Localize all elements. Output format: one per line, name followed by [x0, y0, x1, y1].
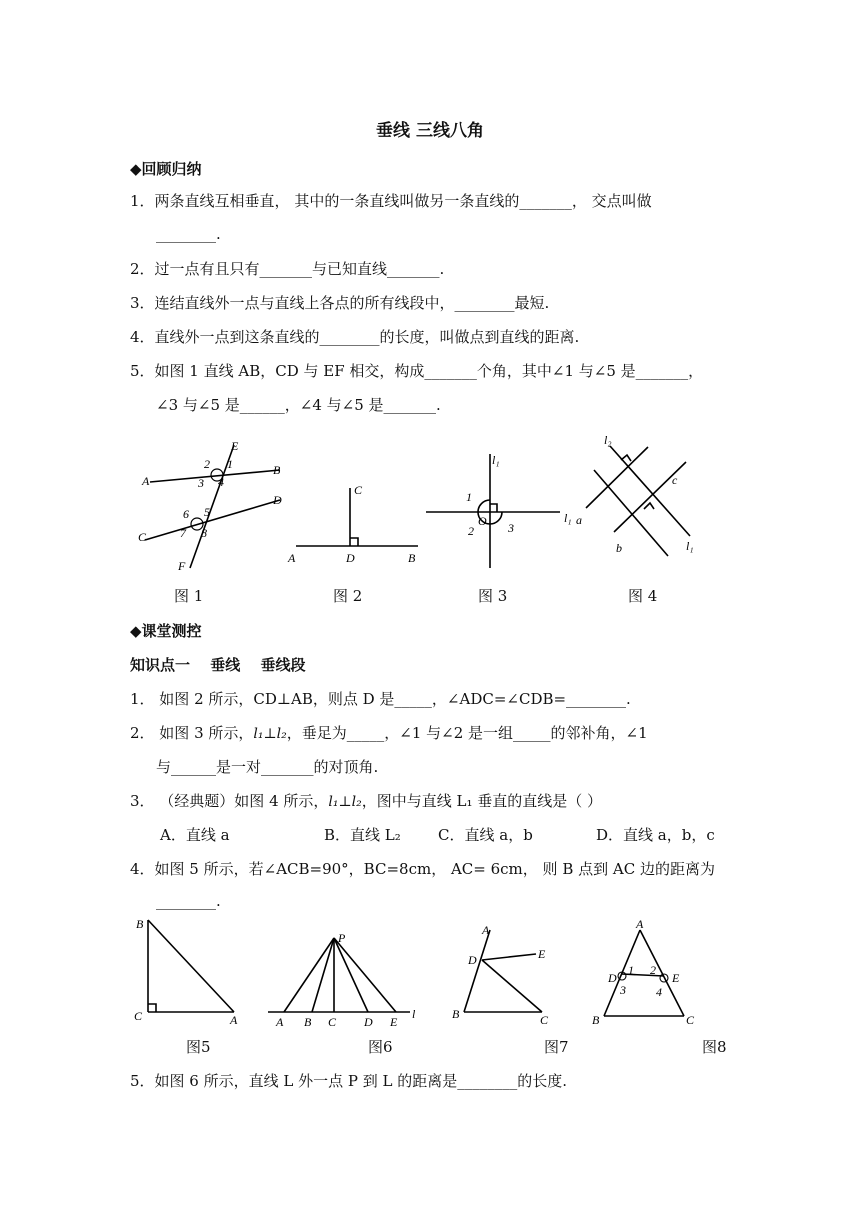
- classroom-line-4-cont: ________.: [156, 892, 221, 910]
- fig7-label: B: [452, 1007, 460, 1021]
- classroom-heading: ◆课堂测控: [130, 622, 202, 640]
- fig5-label: B: [136, 917, 144, 931]
- fig1-label: 6: [183, 507, 189, 521]
- perpendicular-expression: l₁⊥l₂: [328, 794, 362, 810]
- fig4-label: l₂: [604, 433, 612, 447]
- fig3-label: l₁: [492, 453, 500, 467]
- review-line-5-cont: ∠3 与∠5 是______，∠4 与∠5 是_______.: [156, 396, 441, 414]
- fig6-label: C: [328, 1015, 337, 1029]
- figure-8: [584, 916, 714, 1030]
- review-line-2: 2．过一点有且只有_______与已知直线_______.: [130, 260, 445, 278]
- fig1-label: E: [231, 439, 239, 453]
- figure-2-caption: 图 2: [333, 587, 363, 605]
- fig1-label: C: [138, 530, 147, 544]
- figure-3: [420, 444, 585, 572]
- fig8-label: A: [636, 917, 644, 931]
- fig1-label: 7: [180, 526, 186, 540]
- classroom-line-3-end: ，图中与直线 L₁ 垂直的直线是（ ）: [361, 792, 603, 810]
- fig3-label: 1: [466, 490, 472, 504]
- figure-3-caption: 图 3: [478, 587, 508, 605]
- fig8-label: D: [608, 971, 617, 985]
- fig1-label: 5: [204, 505, 210, 519]
- fig2-label: D: [346, 551, 355, 565]
- fig1-label: 1: [227, 457, 233, 471]
- fig4-label: l₁: [686, 539, 694, 553]
- fig3-label: l₁: [564, 511, 572, 525]
- review-line-5: 5．如图 1 直线 AB，CD 与 EF 相交，构成_______个角，其中∠1 与∠5 是_______，: [130, 362, 704, 380]
- knowledge-point: 知识点一 垂线 垂线段: [130, 656, 306, 674]
- option-d: D．直线 a，b，c: [596, 826, 715, 844]
- fig8-label: 3: [620, 983, 626, 997]
- fig8-label: 2: [650, 963, 656, 977]
- figure-2: [284, 478, 424, 568]
- classroom-line-4: 4．如图 5 所示，若∠ACB=90°，BC=8cm， AC= 6cm， 则 B 点到 AC 边的距离为: [130, 860, 715, 878]
- figure-4-caption: 图 4: [628, 587, 658, 605]
- review-line-1-cont: ________.: [156, 225, 221, 243]
- fig1-label: D: [273, 493, 282, 507]
- page-title: 垂线 三线八角: [376, 121, 484, 141]
- review-line-1: 1．两条直线互相垂直， 其中的一条直线叫做另一条直线的_______， 交点叫做: [130, 192, 652, 210]
- figure-7-caption: 图7: [544, 1038, 569, 1056]
- fig8-label: 4: [656, 985, 662, 999]
- classroom-line-2-start: 2． 如图 3 所示，: [130, 724, 254, 742]
- fig6-label: P: [338, 931, 346, 945]
- classroom-line-1: 1． 如图 2 所示，CD⊥AB，则点 D 是_____，∠ADC=∠CDB=________.: [130, 690, 631, 708]
- fig1-label: A: [142, 474, 150, 488]
- classroom-line-2-cont: 与______是一对_______的对顶角.: [156, 758, 379, 776]
- fig5-label: A: [230, 1013, 238, 1027]
- figure-1-caption: 图 1: [174, 587, 204, 605]
- fig6-label: l: [412, 1007, 416, 1021]
- figure-5: [130, 912, 250, 1030]
- perpendicular-expression: l₁⊥l₂: [253, 726, 287, 742]
- classroom-line-3: [130, 790, 602, 811]
- fig2-label: C: [354, 483, 363, 497]
- fig4-label: b: [616, 541, 622, 555]
- fig3-label: O: [478, 514, 487, 528]
- option-a: A．直线 a: [160, 826, 230, 844]
- fig2-label: B: [408, 551, 416, 565]
- fig4-label: c: [672, 473, 678, 487]
- fig6-label: D: [364, 1015, 373, 1029]
- fig7-label: A: [482, 923, 490, 937]
- figure-6: [264, 926, 434, 1030]
- fig3-label: 3: [508, 521, 514, 535]
- fig2-label: A: [288, 551, 296, 565]
- figure-1: [130, 438, 300, 578]
- figure-5-caption: 图5: [186, 1038, 211, 1056]
- option-c: C．直线 a，b: [438, 826, 533, 844]
- fig1-label: 8: [201, 526, 207, 540]
- classroom-line-3-start: 3． （经典题）如图 4 所示，: [130, 792, 329, 810]
- classroom-line-2-end: ，垂足为_____，∠1 与∠2 是一组_____的邻补角，∠1: [286, 724, 648, 742]
- fig1-label: 3: [198, 476, 204, 490]
- figure-6-caption: 图6: [368, 1038, 393, 1056]
- fig1-label: 4: [218, 475, 224, 489]
- fig8-label: E: [672, 971, 680, 985]
- fig6-label: B: [304, 1015, 312, 1029]
- fig4-label: a: [576, 513, 582, 527]
- fig7-label: E: [538, 947, 546, 961]
- fig6-label: A: [276, 1015, 284, 1029]
- fig7-label: D: [468, 953, 477, 967]
- fig1-label: F: [178, 559, 186, 573]
- fig8-label: C: [686, 1013, 695, 1027]
- fig1-label: B: [273, 463, 281, 477]
- classroom-line-5: 5．如图 6 所示，直线 L 外一点 P 到 L 的距离是________的长度.: [130, 1072, 568, 1090]
- fig3-label: 2: [468, 524, 474, 538]
- fig8-label: B: [592, 1013, 600, 1027]
- option-b: B．直线 L₂: [324, 826, 401, 844]
- figure-8-caption: 图8: [702, 1038, 727, 1056]
- classroom-line-2: [130, 722, 648, 743]
- review-heading: ◆回顾归纳: [130, 160, 202, 178]
- review-line-3: 3．连结直线外一点与直线上各点的所有线段中，________最短.: [130, 294, 550, 312]
- fig5-label: C: [134, 1009, 143, 1023]
- fig7-label: C: [540, 1013, 549, 1027]
- figure-4: [574, 432, 704, 572]
- fig6-label: E: [390, 1015, 398, 1029]
- figure-7: [448, 920, 568, 1030]
- fig8-label: 1: [628, 963, 634, 977]
- review-line-4: 4．直线外一点到这条直线的________的长度，叫做点到直线的距离.: [130, 328, 580, 346]
- fig1-label: 2: [204, 457, 210, 471]
